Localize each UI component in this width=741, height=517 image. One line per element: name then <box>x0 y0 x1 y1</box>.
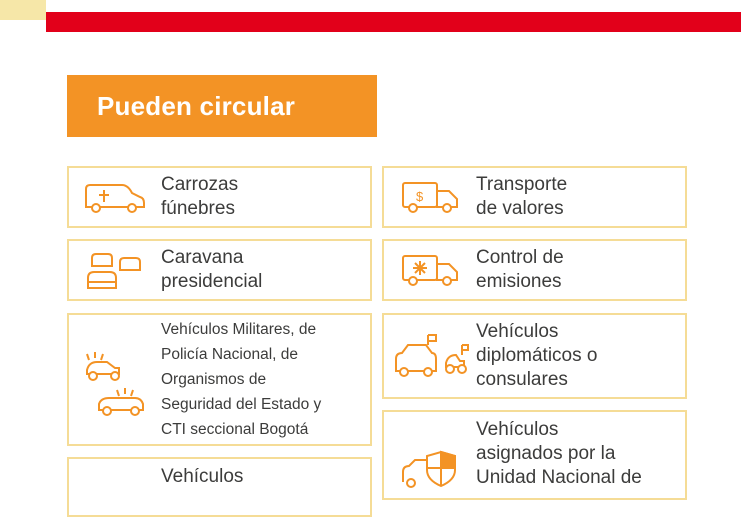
card-vehiculos-bottom <box>67 457 372 517</box>
corner-accent <box>0 0 46 20</box>
armored-truck-icon <box>384 177 476 217</box>
card-label: Vehículos asignados por la Unidad Nacional de <box>476 419 642 488</box>
card-label: Control de emisiones <box>476 247 564 292</box>
shield-car-icon <box>384 418 476 492</box>
card-vehiculos-diplomaticos <box>382 313 687 399</box>
svg-text:$: $ <box>416 189 424 204</box>
card-label: Transporte de valores <box>476 174 568 219</box>
card-carrozas-funebres <box>67 166 372 228</box>
hearse-icon <box>69 177 161 217</box>
card-transporte-valores <box>382 166 687 228</box>
card-label: Vehículos <box>161 466 244 487</box>
section-header <box>67 75 377 137</box>
emissions-truck-icon <box>384 250 476 290</box>
cars-convoy-icon <box>69 248 161 292</box>
police-vehicles-icon <box>69 340 161 420</box>
section-title: Pueden circular <box>97 90 296 121</box>
card-control-emisiones <box>382 239 687 301</box>
card-label: Carrozas fúnebres <box>161 174 239 219</box>
card-vehiculos-militares <box>67 313 372 446</box>
card-unidad-nacional <box>382 410 687 500</box>
card-label: Vehículos diplomáticos o consulares <box>476 321 598 390</box>
diplomatic-vehicles-icon <box>384 331 476 381</box>
card-label: Caravana presidencial <box>161 247 263 292</box>
card-label: Vehículos Militares, de Policía Nacional, de Organismos de Seguridad del Estado y CTI seccional Bogotá <box>161 321 322 438</box>
card-caravana-presidencial <box>67 239 372 301</box>
top-red-bar <box>46 12 741 32</box>
